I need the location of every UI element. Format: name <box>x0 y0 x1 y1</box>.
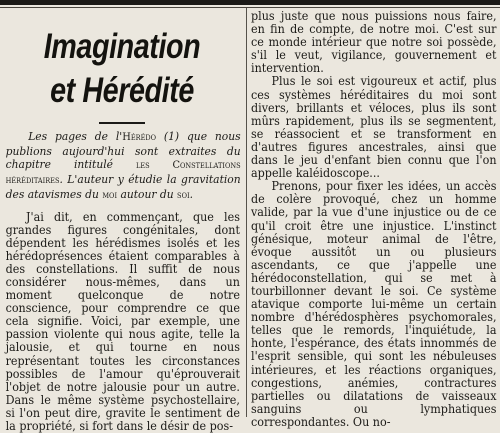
intro-smallcaps-3: moi <box>102 188 118 201</box>
article-intro <box>0 130 244 203</box>
left-column <box>0 10 244 433</box>
article-headline <box>22 26 222 112</box>
right-body <box>251 10 497 429</box>
intro-smallcaps-2: les Constellations héréditaires <box>5 159 241 187</box>
right-paragraph-1: plus juste que nous puissions nous faire, en fin de compte, de notre moi. C'est sur ce monde intérieur que notre soi possède, s'il le veut, vigilance, gouvernement et intervention. <box>251 9 497 76</box>
intro-text-3: . L'auteur y étudie la gravitation des atavismes du <box>5 172 241 201</box>
right-column <box>251 9 498 429</box>
headline-line-1: Imagination <box>43 27 201 66</box>
intro-smallcaps-4: soi <box>177 188 190 201</box>
intro-text-4: autour du <box>117 186 178 201</box>
top-rule <box>0 0 500 5</box>
right-paragraph-3: Prenons, pour fixer les idées, un accès de colère provoqué, chez un homme valide, par la vue d'une injustice ou de ce qu'il croit être une injustice. L'instinct génésique, moteur animal de l'être, évoque aussitôt un ou plusieurs ascendants, ce que j'appelle une hérédoconstellation, qui se met à tourbillonner devant le soi. Ce système atavique comporte lui-même un certain nombre d'hérédosphères psychomorales, telles que le remords, l'inquiétude, la honte, l'espérance, des états innommés de l'esprit sensible, qui sont les nébuleuses intérieures, et les réactions organiques, congestions, anémies, contractures partielles ou dilatations de vaisseaux sanguins ou lymphatiques correspondantes. Ou no- <box>251 179 497 429</box>
headline-line-2: et Hérédité <box>50 71 194 110</box>
left-body-paragraph: J'ai dit, en commençant, que les grandes figures congénitales, dont dépendent les hérédismes isolés et les hérédoprésences étaient comparables à des constellations. Il suffit de nous considérer nous-mêmes, dans un moment quelconque de notre conscience, pour comprendre ce que cela signifie. Voici, par exemple, une passion violente qui nous agite, telle la jalousie, et qui tourne en nous représentant toutes les circonstances possibles de l'amour qu'éprouverait l'objet de notre jalousie pour un autre. Dans le même système psychostellaire, si l'on peut dire, gravite le sentiment de la propriété, si fort dans le désir de pos- <box>5 209 240 433</box>
intro-text-5: . <box>189 186 193 201</box>
column-divider <box>246 8 247 417</box>
headline-rule <box>99 122 145 124</box>
intro-text-2: (1) que nous publions aujourd'hui sont extraites du chapitre intitulé <box>5 129 241 172</box>
right-paragraph-2: Plus le soi est vigoureux et actif, plus ces systèmes héréditaires du moi sont divers, brillants et véloces, plus ils sont mûrs rapidement, plus ils se segmentent, se réassocient et se transforment en d'autres figures ancestrales, ainsi que dans le jeu d'enfant bien connu que l'on appelle kaléidoscope... <box>251 74 497 181</box>
intro-smallcaps-1: Hérédo <box>122 131 157 143</box>
top-rule-thin <box>0 7 500 8</box>
intro-text-1: Les pages de l' <box>28 129 123 143</box>
